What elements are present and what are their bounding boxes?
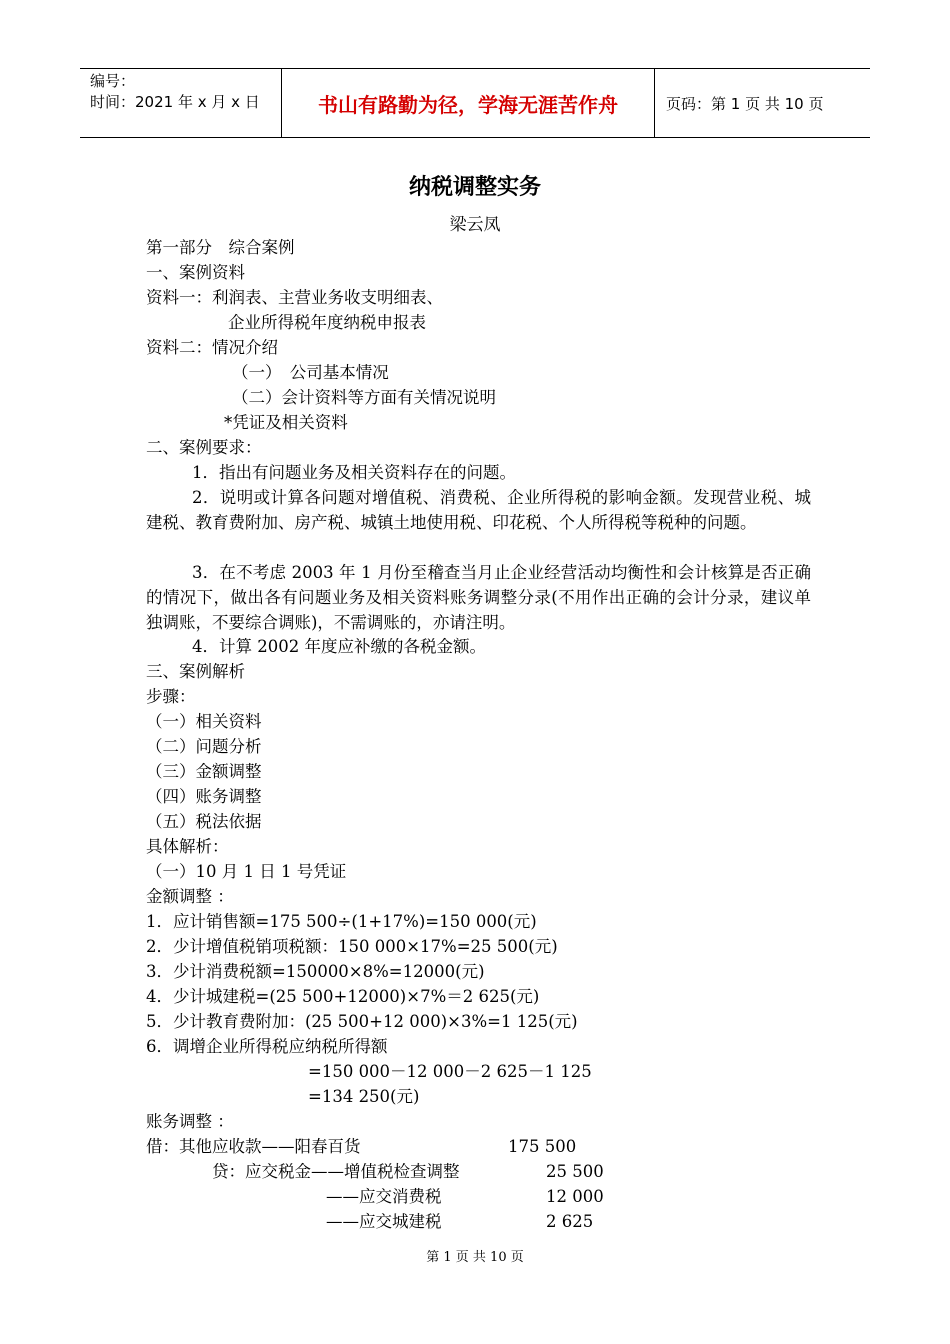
text-line: 5．少计教育费附加：(25 500+12 000)×3%=1 125(元) [146,1012,578,1031]
text-line: （五）税法依据 [146,812,262,831]
text-line: 第一部分 综合案例 [146,238,295,257]
text-line: 1．指出有问题业务及相关资料存在的问题。 [192,463,516,482]
text-line: 二、案例要求： [146,438,262,457]
text-line: （一）相关资料 [146,712,262,731]
text-line: （三）金额调整 [146,762,262,781]
text-line: 4．少计城建税=(25 500+12000)×7%＝2 625(元) [146,987,540,1006]
text-line: 具体解析： [146,837,229,856]
entry-amount: 175 500 [508,1137,577,1156]
page-footer: 第 1 页 共 10 页 [426,1250,524,1265]
text-line: 资料二：情况介绍 [146,338,278,357]
text-line: 账务调整 ： [146,1112,234,1131]
text-line: 金额调整 ： [146,887,234,906]
document-title: 纳税调整实务 [408,175,541,200]
text-line: 3．少计消费税额=150000×8%=12000(元) [146,962,485,981]
entry-amount: 12 000 [546,1187,604,1206]
entry-label: ——应交城建税 [326,1212,442,1231]
text-line: 4．计算 2002 年度应补缴的各税金额。 [192,637,486,656]
text-line: 企业所得税年度纳税申报表 [228,313,426,332]
time-label: 时间：2021 年 x 月 x 日 [90,93,260,111]
entry-label: ——应交消费税 [326,1187,442,1206]
header-left [90,71,260,113]
text-line: （四）账务调整 [146,787,262,806]
text-line: =150 000－12 000－2 625－1 125 [308,1062,592,1081]
page-info: 页码：第 1 页 共 10 页 [666,94,824,113]
text-line: 步骤： [146,687,196,706]
motto: 书山有路勤为径，学海无涯苦作舟 [318,92,618,117]
entry-amount: 2 625 [546,1212,594,1231]
number-label: 编号： [90,72,136,90]
text-line: 2．少计增值税销项税额：150 000×17%=25 500(元) [146,937,558,956]
paragraph: 2．说明或计算各问题对增值税、消费税、企业所得税的影响金额。发现营业税、城建税、教育费附加、房产税、城镇土地使用税、印花税、个人所得税等税种的问题。 [146,488,811,532]
text-line: （一） 公司基本情况 [232,363,389,382]
text-line: （二）会计资料等方面有关情况说明 [232,388,496,407]
text-line: （一）10 月 1 日 1 号凭证 [146,862,347,881]
entry-amount: 25 500 [546,1162,604,1181]
text-line: （二）问题分析 [146,737,262,756]
paragraph: 3．在不考虑 2003 年 1 月份至稽查当月止企业经营活动均衡性和会计核算是否正确的情况下，做出各有问题业务及相关资料账务调整分录(不用作出正确的会计分录，建议单独调账，不要综合调账)，不需调账的，亦请注明。 [146,563,811,632]
text-line: 6．调增企业所得税应纳税所得额 [146,1037,388,1056]
text-line: 1．应计销售额=175 500÷(1+17%)=150 000(元) [146,912,537,931]
entry-label: 借：其他应收款——阳春百货 [146,1137,361,1156]
text-line: 三、案例解析 [146,662,245,681]
text-line: 资料一：利润表、主营业务收支明细表、 [146,288,443,307]
text-line: *凭证及相关资料 [224,413,348,432]
text-line: 一、案例资料 [146,263,245,282]
header-table [80,68,870,138]
text-line: =134 250(元) [308,1087,420,1106]
author: 梁云凤 [449,215,501,235]
entry-label: 贷：应交税金——增值税检查调整 [212,1162,460,1181]
header-divider [654,69,655,137]
